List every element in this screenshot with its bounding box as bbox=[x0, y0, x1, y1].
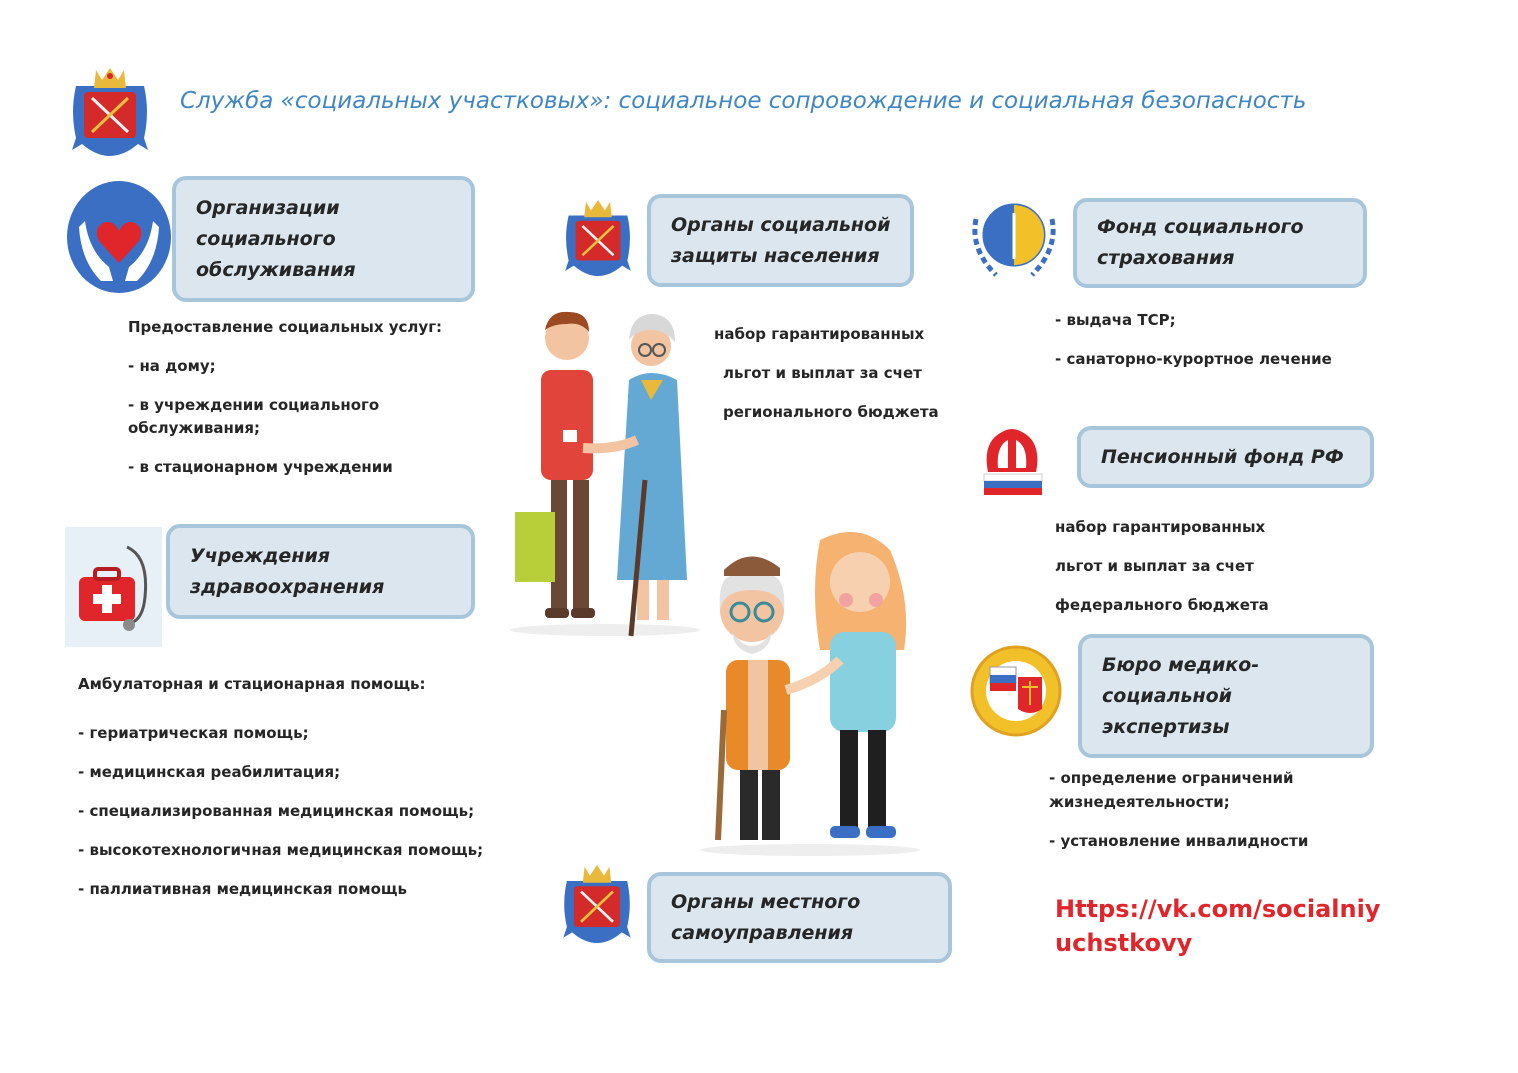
healthcare-heading: Амбулаторная и стационарная помощь: bbox=[78, 675, 426, 693]
card-medical-expertise-line3: экспертизы bbox=[1102, 715, 1230, 738]
card-local-government bbox=[647, 872, 952, 963]
medical-expertise-item-cont: жизнедеятельности; bbox=[1049, 793, 1230, 811]
card-pension-fund-line1: Пенсионный фонд РФ bbox=[1101, 445, 1344, 468]
healthcare-item: - специализированная медицинская помощь; bbox=[78, 802, 475, 820]
caregiver-with-elderly-woman-illustration bbox=[505, 300, 705, 640]
card-social-protection bbox=[647, 194, 914, 287]
social-protection-line: набор гарантированных bbox=[714, 325, 925, 343]
card-healthcare-line2: здравоохранения bbox=[190, 575, 385, 598]
card-social-service-line1: Организации bbox=[196, 196, 340, 219]
volunteer-with-elderly-man-illustration bbox=[690, 520, 930, 860]
first-aid-kit-icon bbox=[65, 527, 162, 647]
vk-link-line1[interactable]: Https://vk.com/socialniy bbox=[1055, 895, 1381, 923]
healthcare-item: - гериатрическая помощь; bbox=[78, 724, 309, 742]
card-healthcare-line1: Учреждения bbox=[190, 544, 330, 567]
page-title: Служба «социальных участковых»: социальное сопровождение и социальная безопасность bbox=[180, 88, 1307, 114]
medical-expertise-item: - определение ограничений bbox=[1049, 769, 1294, 787]
social-protection-line: регионального бюджета bbox=[723, 403, 939, 421]
card-medical-expertise bbox=[1078, 634, 1374, 758]
social-service-item: - на дому; bbox=[128, 357, 216, 375]
medical-expertise-item: - установление инвалидности bbox=[1049, 832, 1309, 850]
social-protection-line: льгот и выплат за счет bbox=[723, 364, 922, 382]
healthcare-item: - паллиативная медицинская помощь bbox=[78, 880, 407, 898]
healthcare-item: - высокотехнологичная медицинская помощь; bbox=[78, 841, 484, 859]
card-social-service-line2: социального bbox=[196, 227, 336, 250]
social-insurance-item: - санаторно-курортное лечение bbox=[1055, 350, 1332, 368]
social-insurance-list bbox=[1055, 311, 1332, 369]
spb-coat-of-arms-icon bbox=[66, 66, 154, 158]
medical-expertise-bureau-emblem-icon bbox=[968, 643, 1064, 739]
card-local-government-line1: Органы местного bbox=[671, 890, 861, 913]
social-service-heading: Предоставление социальных услуг: bbox=[128, 318, 443, 336]
social-protection-list bbox=[714, 325, 939, 422]
card-social-insurance-line1: Фонд социального bbox=[1097, 216, 1304, 238]
vk-link-line2[interactable]: uchstkovy bbox=[1055, 929, 1193, 957]
heart-in-hands-icon bbox=[67, 181, 171, 293]
spb-coat-of-arms-icon bbox=[558, 862, 636, 946]
social-service-item-cont: обслуживания; bbox=[128, 419, 260, 437]
card-social-protection-line1: Органы социальной bbox=[671, 213, 891, 236]
social-service-list bbox=[128, 318, 442, 477]
card-local-government-line2: самоуправления bbox=[671, 921, 854, 944]
card-social-service bbox=[172, 176, 475, 302]
card-pension-fund bbox=[1077, 426, 1374, 488]
card-social-insurance-line2: страхования bbox=[1097, 247, 1235, 269]
pension-fund-logo-icon bbox=[980, 422, 1044, 498]
card-medical-expertise-line1: Бюро медико- bbox=[1102, 653, 1260, 676]
vk-link[interactable] bbox=[1055, 892, 1380, 960]
pension-fund-list bbox=[1055, 518, 1269, 615]
card-social-insurance bbox=[1073, 198, 1367, 288]
social-insurance-fund-emblem-icon bbox=[966, 189, 1062, 285]
social-service-item: - в учреждении социального bbox=[128, 396, 380, 414]
social-insurance-item: - выдача ТСР; bbox=[1055, 311, 1176, 329]
card-social-protection-line2: защиты населения bbox=[671, 244, 880, 267]
spb-coat-of-arms-icon bbox=[560, 198, 636, 278]
card-social-service-line3: обслуживания bbox=[196, 258, 356, 281]
healthcare-item: - медицинская реабилитация; bbox=[78, 763, 341, 781]
social-service-item: - в стационарном учреждении bbox=[128, 458, 393, 476]
pension-fund-line: льгот и выплат за счет bbox=[1055, 557, 1254, 575]
card-medical-expertise-line2: социальной bbox=[1102, 684, 1232, 707]
medical-expertise-list bbox=[1049, 769, 1308, 851]
pension-fund-line: набор гарантированных bbox=[1055, 518, 1266, 536]
card-healthcare bbox=[166, 524, 475, 619]
pension-fund-line: федерального бюджета bbox=[1055, 596, 1269, 614]
healthcare-list bbox=[78, 675, 483, 899]
